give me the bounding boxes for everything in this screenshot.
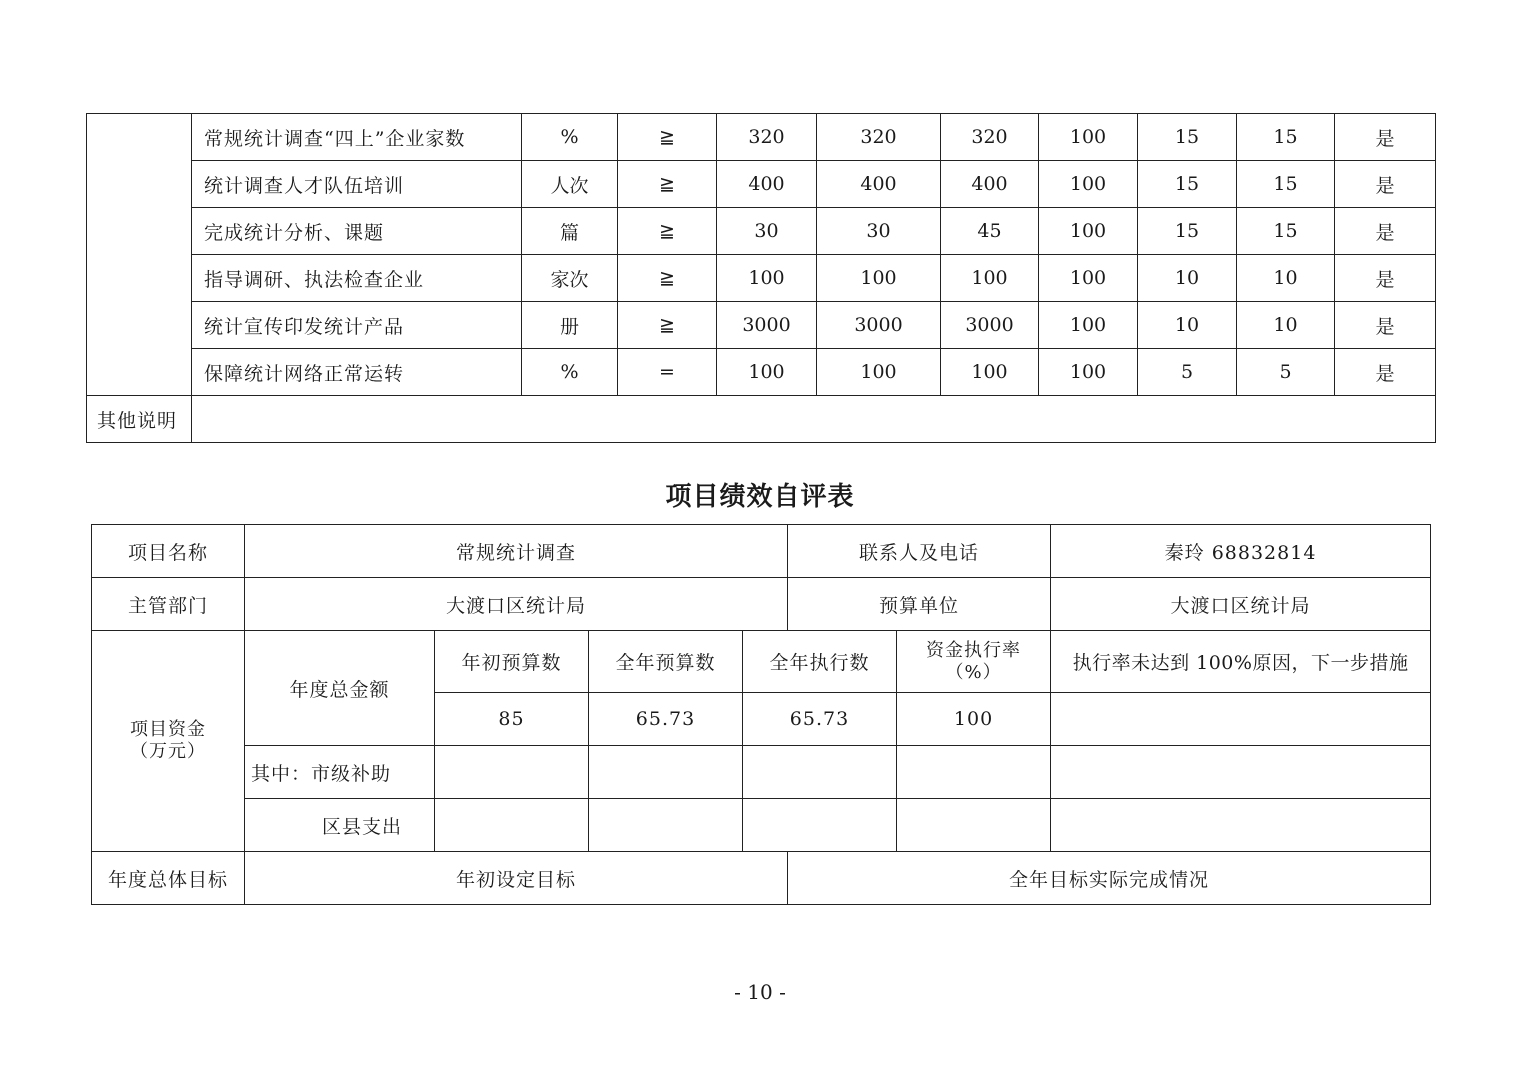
funds-label-line1: 项目资金	[130, 719, 206, 740]
page-title: 项目绩效自评表	[665, 482, 855, 512]
reason-value	[1051, 693, 1431, 746]
dept-label: 主管部门	[92, 578, 245, 631]
county-initial	[435, 799, 589, 852]
indicator-unit: 家次	[522, 255, 618, 302]
indicator-target-value: 30	[717, 208, 817, 255]
city-executed	[743, 746, 897, 799]
table-row	[87, 302, 1436, 349]
indicator-plan-value: 400	[817, 161, 941, 208]
indicator-target-value: 3000	[717, 302, 817, 349]
indicator-achieved: 是	[1335, 349, 1436, 396]
other-notes-label: 其他说明	[87, 396, 192, 443]
indicator-weight: 10	[1138, 255, 1237, 302]
indicator-plan-value: 100	[817, 349, 941, 396]
indicator-unit: 篇	[522, 208, 618, 255]
indicator-weight: 15	[1138, 208, 1237, 255]
indicator-plan-value: 30	[817, 208, 941, 255]
indicator-weight: 15	[1138, 161, 1237, 208]
goal-initial-header: 年初设定目标	[245, 852, 788, 905]
indicator-completion-rate: 100	[1039, 208, 1138, 255]
county-rate	[897, 799, 1051, 852]
contact-label: 联系人及电话	[788, 525, 1051, 578]
contact-value: 秦玲 68832814	[1051, 525, 1431, 578]
indicator-plan-value: 100	[817, 255, 941, 302]
budget-unit-label: 预算单位	[788, 578, 1051, 631]
annual-total-label: 年度总金额	[245, 631, 435, 746]
initial-budget-value: 85	[435, 693, 589, 746]
indicator-name: 完成统计分析、课题	[192, 208, 522, 255]
city-full	[589, 746, 743, 799]
page-number: - 10 -	[734, 980, 786, 1004]
col-reason: 执行率未达到 100%原因，下一步措施	[1051, 631, 1431, 693]
indicator-operator: ≧	[618, 208, 717, 255]
funds-label	[92, 631, 245, 852]
indicator-completion-rate: 100	[1039, 161, 1138, 208]
exec-rate-value: 100	[897, 693, 1051, 746]
indicator-completion-rate: 100	[1039, 349, 1138, 396]
table-row	[87, 208, 1436, 255]
indicator-score: 15	[1237, 208, 1335, 255]
indicator-score: 15	[1237, 161, 1335, 208]
indicator-score: 10	[1237, 255, 1335, 302]
indicator-completion-rate: 100	[1039, 302, 1138, 349]
indicator-achieved: 是	[1335, 302, 1436, 349]
indicator-target-value: 100	[717, 255, 817, 302]
indicator-achieved: 是	[1335, 208, 1436, 255]
executed-value: 65.73	[743, 693, 897, 746]
county-full	[589, 799, 743, 852]
indicator-name: 统计宣传印发统计产品	[192, 302, 522, 349]
indicator-operator: ≧	[618, 161, 717, 208]
indicator-unit: %	[522, 349, 618, 396]
indicator-operator: =	[618, 349, 717, 396]
indicator-completion-rate: 100	[1039, 255, 1138, 302]
indicator-operator: ≧	[618, 255, 717, 302]
col-executed: 全年执行数	[743, 631, 897, 693]
other-notes-value	[192, 396, 1436, 443]
category-cell	[87, 114, 192, 396]
table-row	[87, 349, 1436, 396]
indicator-plan-value: 320	[817, 114, 941, 161]
col-exec-rate-line2: （%）	[945, 661, 1002, 683]
annual-goal-label: 年度总体目标	[92, 852, 245, 905]
indicator-completion-rate: 100	[1039, 114, 1138, 161]
indicator-operator: ≧	[618, 114, 717, 161]
other-notes-row	[87, 396, 1436, 443]
indicator-score: 10	[1237, 302, 1335, 349]
county-executed	[743, 799, 897, 852]
indicator-name: 常规统计调查“四上”企业家数	[192, 114, 522, 161]
indicator-weight: 10	[1138, 302, 1237, 349]
indicator-target-value: 320	[717, 114, 817, 161]
city-initial	[435, 746, 589, 799]
indicator-plan-value: 3000	[817, 302, 941, 349]
indicator-name: 保障统计网络正常运转	[192, 349, 522, 396]
indicator-achieved: 是	[1335, 161, 1436, 208]
indicator-score: 5	[1237, 349, 1335, 396]
indicator-unit: 册	[522, 302, 618, 349]
budget-unit-value: 大渡口区统计局	[1051, 578, 1431, 631]
indicator-name: 指导调研、执法检查企业	[192, 255, 522, 302]
dept-value: 大渡口区统计局	[245, 578, 788, 631]
city-rate	[897, 746, 1051, 799]
col-full-budget: 全年预算数	[589, 631, 743, 693]
indicator-actual-value: 100	[941, 255, 1039, 302]
indicator-name: 统计调查人才队伍培训	[192, 161, 522, 208]
indicator-actual-value: 320	[941, 114, 1039, 161]
table-row	[87, 161, 1436, 208]
full-budget-value: 65.73	[589, 693, 743, 746]
city-reason	[1051, 746, 1431, 799]
indicator-unit: 人次	[522, 161, 618, 208]
indicator-table	[86, 113, 1436, 443]
indicator-target-value: 400	[717, 161, 817, 208]
col-exec-rate	[897, 631, 1051, 693]
indicator-operator: ≧	[618, 302, 717, 349]
indicator-weight: 15	[1138, 114, 1237, 161]
col-initial-budget: 年初预算数	[435, 631, 589, 693]
indicator-weight: 5	[1138, 349, 1237, 396]
indicator-actual-value: 45	[941, 208, 1039, 255]
indicator-actual-value: 3000	[941, 302, 1039, 349]
indicator-actual-value: 400	[941, 161, 1039, 208]
project-name-value: 常规统计调查	[245, 525, 788, 578]
table-row	[87, 255, 1436, 302]
indicator-achieved: 是	[1335, 255, 1436, 302]
county-expense-label: 区县支出	[245, 799, 435, 852]
indicator-target-value: 100	[717, 349, 817, 396]
indicator-score: 15	[1237, 114, 1335, 161]
indicator-actual-value: 100	[941, 349, 1039, 396]
funds-label-line2: （万元）	[130, 741, 206, 762]
table-row	[87, 114, 1436, 161]
project-name-label: 项目名称	[92, 525, 245, 578]
indicator-achieved: 是	[1335, 114, 1436, 161]
goal-actual-header: 全年目标实际完成情况	[788, 852, 1431, 905]
city-subsidy-label: 其中：市级补助	[245, 746, 435, 799]
indicator-unit: %	[522, 114, 618, 161]
col-exec-rate-line1: 资金执行率	[926, 639, 1022, 661]
self-evaluation-form	[91, 524, 1431, 905]
county-reason	[1051, 799, 1431, 852]
